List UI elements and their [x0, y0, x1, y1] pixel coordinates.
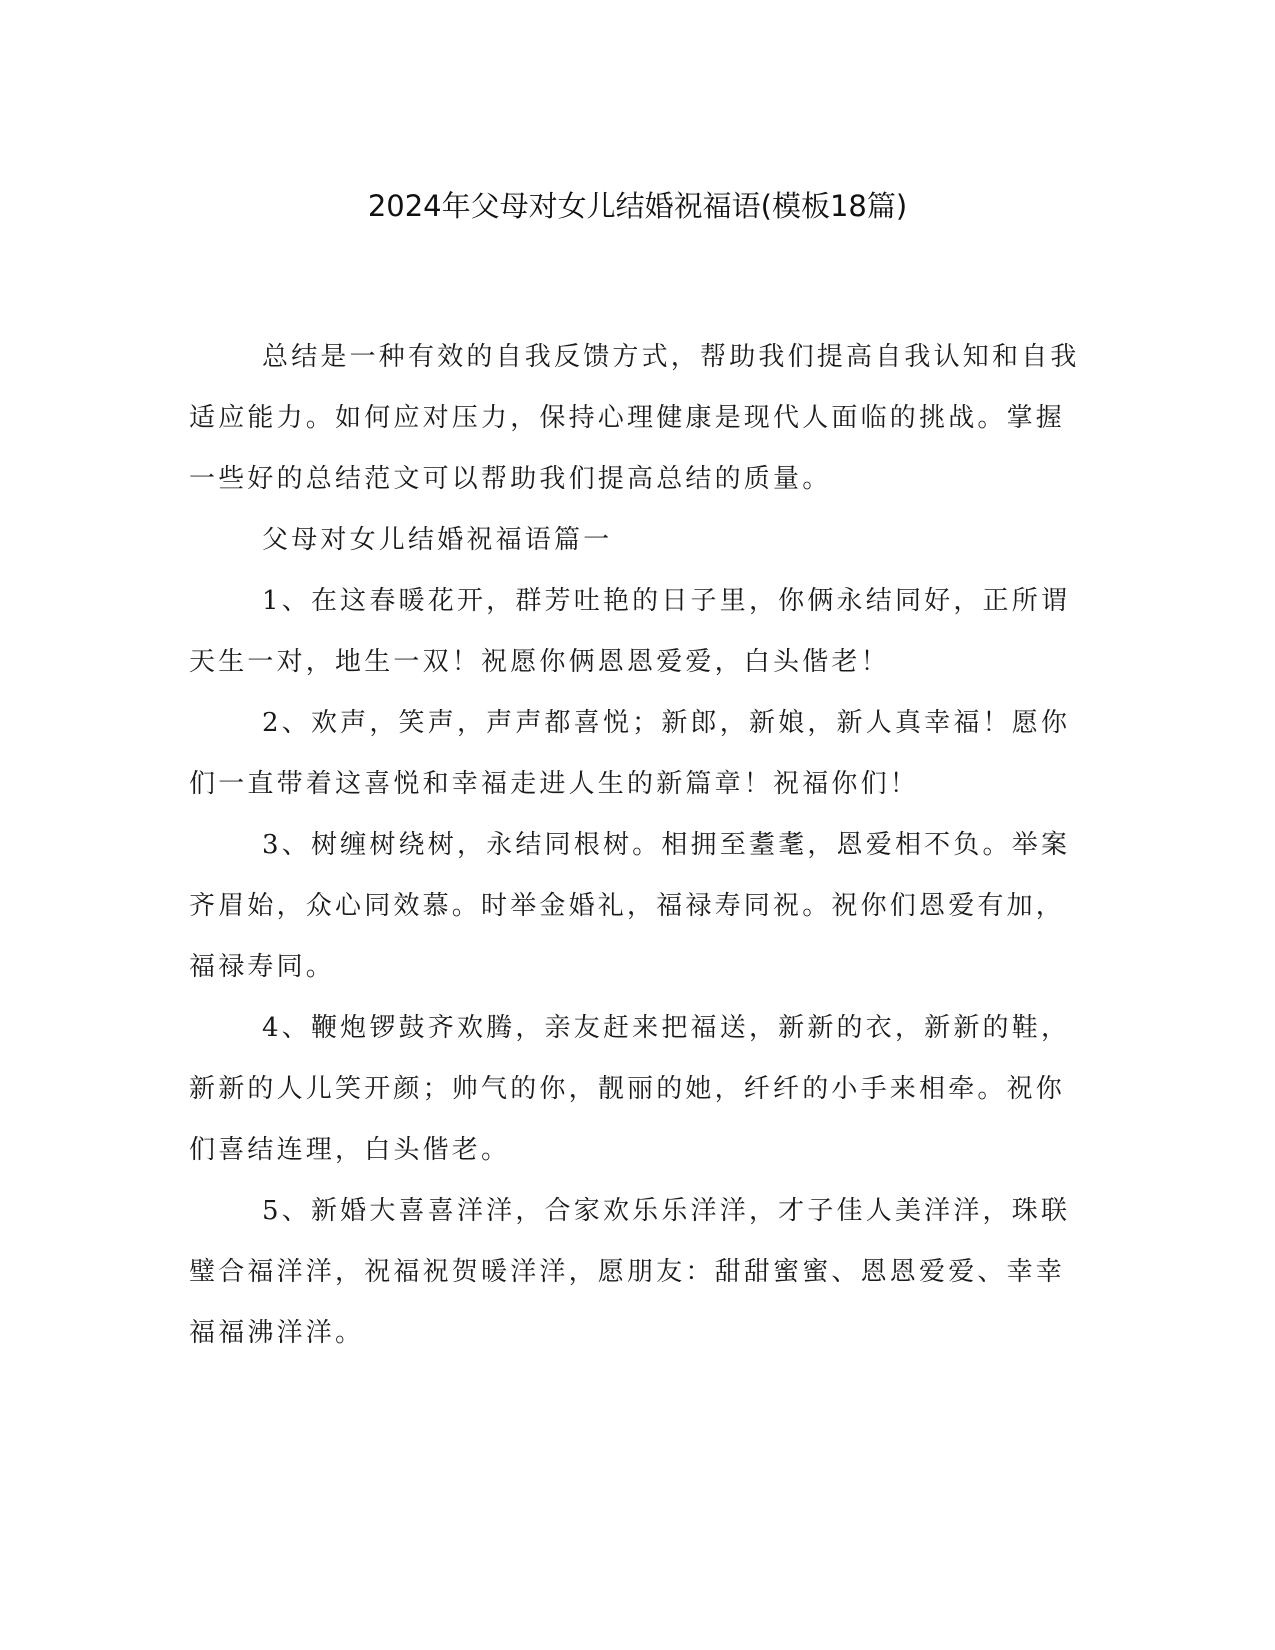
- document-body: [189, 327, 1089, 1364]
- blessing-item-4: 4、鞭炮锣鼓齐欢腾，亲友赶来把福送，新新的衣，新新的鞋，新新的人儿笑开颜；帅气的你，靓丽的她，纤纤的小手来相牵。祝你们喜结连理，白头偕老。: [189, 1013, 1071, 1165]
- blessing-item-1: 1、在这春暖花开，群芳吐艳的日子里，你俩永结同好，正所谓天生一对，地生一双！祝愿你俩恩恩爱爱，白头偕老！: [189, 586, 1071, 677]
- blessing-item-5: 5、新婚大喜喜洋洋，合家欢乐乐洋洋，才子佳人美洋洋，珠联璧合福洋洋，祝福祝贺暖洋洋，愿朋友：甜甜蜜蜜、恩恩爱爱、幸幸福福沸洋洋。: [189, 1196, 1071, 1348]
- section-heading: 父母对女儿结婚祝福语篇一: [262, 525, 613, 555]
- blessing-item-3: 3、树缠树绕树，永结同根树。相拥至耋耄，恩爱相不负。举案齐眉始，众心同效慕。时举金婚礼，福禄寿同祝。祝你们恩爱有加，福禄寿同。: [189, 830, 1071, 982]
- intro-paragraph: 总结是一种有效的自我反馈方式，帮助我们提高自我认知和自我适应能力。如何应对压力，保持心理健康是现代人面临的挑战。掌握一些好的总结范文可以帮助我们提高总结的质量。: [189, 342, 1080, 494]
- blessing-item-2: 2、欢声，笑声，声声都喜悦；新郎，新娘，新人真幸福！愿你们一直带着这喜悦和幸福走进人生的新篇章！祝福你们！: [189, 708, 1071, 799]
- document-title: 2024年父母对女儿结婚祝福语(模板18篇): [367, 189, 908, 223]
